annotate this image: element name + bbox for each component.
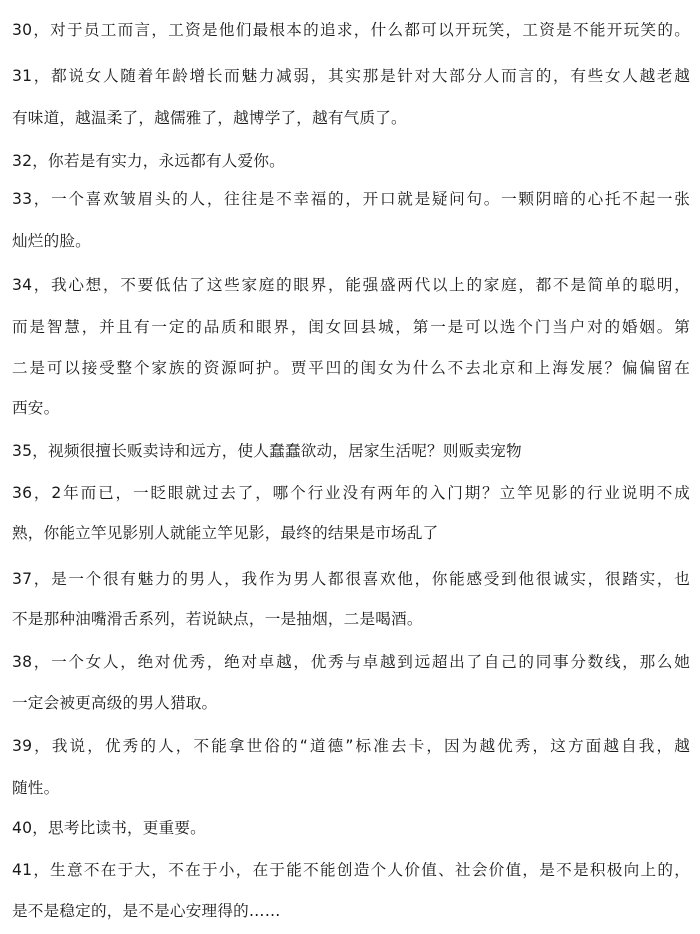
text-line: 37，是一个很有魅力的男人，我作为男人都很喜欢他，你能感受到他很诚实，很踏实，也 (12, 570, 690, 588)
text-line: 38，一个女人，绝对优秀，绝对卓越，优秀与卓越到远超出了自己的同事分数线，那么她 (12, 653, 690, 671)
text-line: 随性。 (12, 779, 60, 797)
text-line: 40，思考比读书，更重要。 (12, 819, 206, 837)
text-line: 35，视频很擅长贩卖诗和远方，使人蠢蠢欲动，居家生活呢？则贩卖宠物 (12, 442, 522, 460)
text-line: 32，你若是有实力，永远都有人爱你。 (12, 152, 285, 170)
text-line: 31，都说女人随着年龄增长而魅力减弱，其实那是针对大部分人而言的，有些女人越老越 (12, 67, 690, 85)
text-line: 30，对于员工而言，工资是他们最根本的追求，什么都可以开玩笑，工资是不能开玩笑的。 (12, 21, 690, 39)
text-line: 不是那种油嘴滑舌系列，若说缺点，一是抽烟，二是喝酒。 (12, 610, 423, 628)
text-line: 熟，你能立竿见影别人就能立竿见影，最终的结果是市场乱了 (12, 524, 439, 542)
text-line: 34，我心想，不要低估了这些家庭的眼界，能强盛两代以上的家庭，都不是简单的聪明， (12, 276, 690, 294)
text-line: 西安。 (12, 399, 60, 417)
text-line: 一定会被更高级的男人猎取。 (12, 694, 218, 712)
text-line: 灿烂的脸。 (12, 232, 91, 250)
text-line: 39，我说，优秀的人，不能拿世俗的“道德”标准去卡，因为越优秀，这方面越自我，越 (12, 737, 690, 755)
text-line: 有味道，越温柔了，越儒雅了，越博学了，越有气质了。 (12, 109, 407, 127)
text-line: 36，2年而已，一眨眼就过去了，哪个行业没有两年的入门期？立竿见影的行业说明不成 (12, 484, 690, 502)
text-line: 二是可以接受整个家族的资源呵护。贾平凹的闺女为什么不去北京和上海发展？偏偏留在 (12, 359, 690, 377)
text-line: 而是智慧，并且有一定的品质和眼界，闺女回县城，第一是可以选个门当户对的婚姻。第 (12, 318, 690, 336)
text-line: 41，生意不在于大，不在于小，在于能不能创造个人价值、社会价值，是不是积极向上的， (12, 861, 690, 879)
text-line: 是不是稳定的，是不是心安理得的…… (12, 902, 281, 920)
text-line: 33，一个喜欢皱眉头的人，往往是不幸福的，开口就是疑问句。一颗阴暗的心托不起一张 (12, 190, 690, 208)
